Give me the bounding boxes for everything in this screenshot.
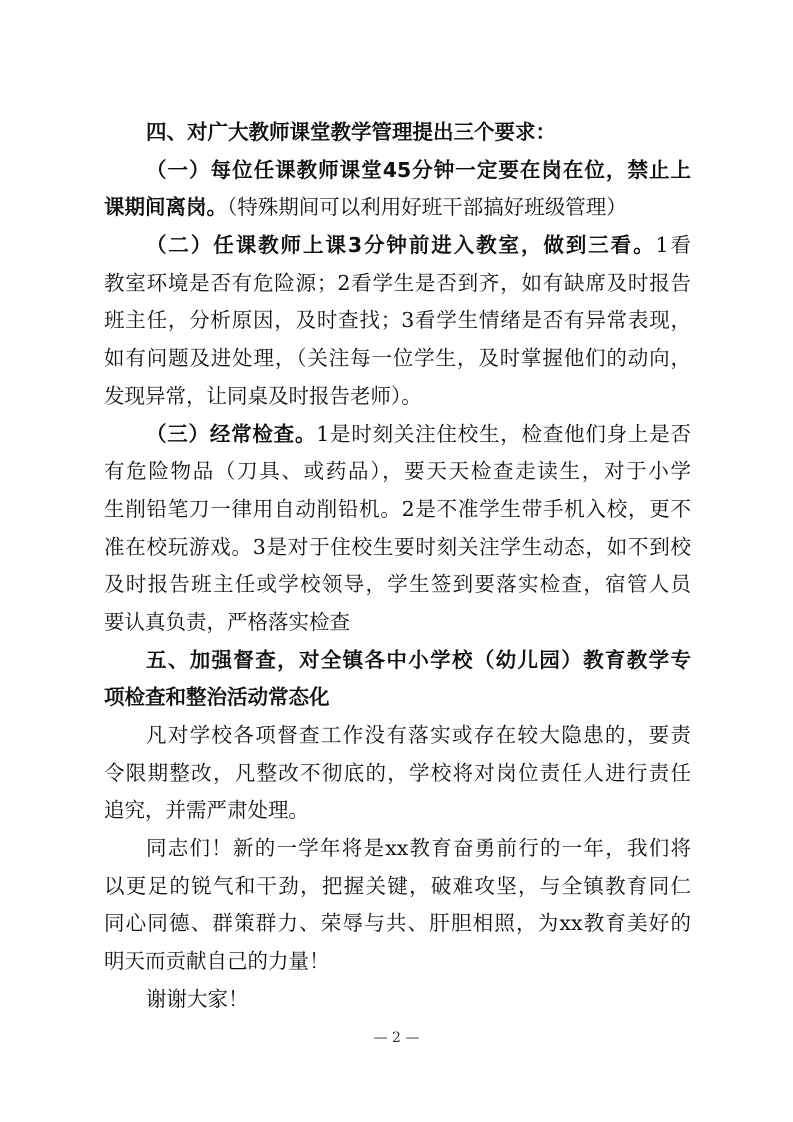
document-body [104, 114, 691, 1019]
item-3-line: 生削铅笔刀一律用自动削铅机。2是不准学生带手机入校，更不 [104, 496, 691, 521]
item-1-note: （特殊期间可以利用好班干部搞好班级管理） [227, 195, 627, 220]
section-5-para-line: 令限期整改，凡整改不彻底的，学校将对岗位责任人进行责任 [104, 760, 691, 785]
item-1-line [104, 189, 691, 227]
item-2-line: 班主任，分析原因，及时查找；3看学生情绪是否有异常表现， [104, 308, 691, 333]
item-3-line: 要认真负责，严格落实检查 [104, 609, 350, 634]
item-1-bold: 课期间离岗。 [104, 195, 227, 220]
item-3-bold: （三）经常检查。 [146, 421, 317, 446]
item-2-line: 如有问题及进处理，（关注每一位学生，及时掌握他们的动向， [104, 346, 691, 371]
item-2-text: 1看 [655, 233, 691, 258]
item-3-line: 有危险物品（刀具、或药品），要天天检查走读生，对于小学 [104, 459, 691, 484]
section-5-heading: 项检查和整治活动常态化 [104, 685, 330, 710]
item-3-line: 准在校玩游戏。3是对于住校生要时刻关注学生动态，如不到校 [104, 534, 691, 559]
section-5-heading: 五、加强督查，对全镇各中小学校（幼儿园）教育教学专 [146, 647, 691, 672]
closing-para-line: 明天而贡献自己的力量！ [104, 949, 330, 974]
item-2-line: 教室环境是否有危险源；2看学生是否到齐，如有缺席及时报告 [104, 270, 691, 295]
section-5-para-line: 追究，并需严肃处理。 [104, 798, 309, 823]
page-number: — 2 — [373, 1030, 420, 1046]
section-5-para-line: 凡对学校各项督查工作没有落实或存在较大隐患的，要责 [146, 723, 691, 747]
closing-para-line: 同心同德、群策群力、荣辱与共、肝胆相照，为xx教育美好的 [104, 911, 691, 936]
item-2-bold: （二）任课教师上课3分钟前进入教室，做到三看。 [146, 233, 656, 258]
closing-para-line: 以更足的锐气和干劲，把握关键，破难攻坚，与全镇教育同仁 [104, 873, 691, 898]
item-3-text: 1是时刻关注住校生，检查他们身上是否 [316, 421, 692, 446]
section-4-heading: 四、对广大教师课堂教学管理提出三个要求： [146, 120, 556, 144]
item-3-line [104, 416, 691, 454]
closing-para-line: 同志们！新的一学年将是xx教育奋勇前行的一年，我们将 [146, 836, 691, 861]
thanks-line: 谢谢大家！ [146, 986, 249, 1011]
item-2-line [104, 227, 691, 265]
item-3-line: 及时报告班主任或学校领导，学生签到要落实检查，宿管人员 [104, 572, 691, 597]
item-1-line: （一）每位任课教师课堂45分钟一定要在岗在位，禁止上 [146, 157, 691, 182]
item-2-line: 发现异常，让同桌及时报告老师）。 [104, 383, 422, 408]
